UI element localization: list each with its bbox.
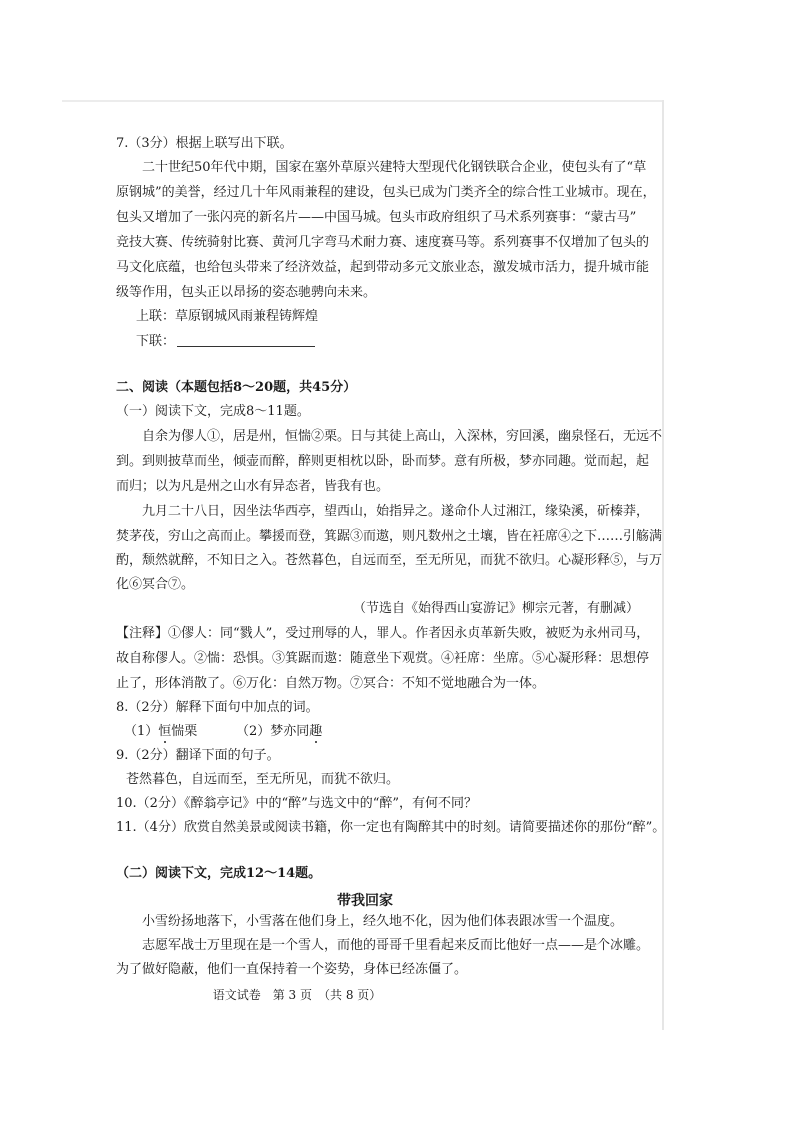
note-line: 故自称僇人。②惴：恐惧。③箕踞而遨：随意坐下观赏。④衽席：坐席。⑤心凝形释：思想停 [116, 651, 650, 666]
story-line: 小雪纷扬地落下，小雪落在他们身上，经久地不化，因为他们体表跟冰雪一个温度。 [142, 914, 624, 929]
q8-header: 8.（2分）解释下面句中加点的词。 [116, 700, 319, 715]
passage-line: 而归；以为凡是州之山水有异态者，皆我有也。 [116, 479, 390, 494]
passage-line: 化⑥冥合⑦。 [116, 577, 195, 592]
answer-blank-line[interactable] [177, 334, 315, 347]
q7-passage-line: 竞技大赛、传统骑射比赛、黄河几字弯马术耐力赛、速度赛马等。系列赛事不仅增加了包头的 [116, 235, 650, 250]
q7-passage-line: 马文化底蕴，也给包头带来了经济效益，起到带动多元文旅业态，激发城市活力，提升城市能 [116, 260, 650, 275]
passage-line: 焚茅茷，穷山之高而止。攀援而登，箕踞③而遨，则凡数州之土壤，皆在衽席④之下……引觞满 [116, 529, 663, 544]
section-heading: 二、阅读（本题包括8～20题，共45分） [116, 380, 357, 395]
passage-line: 九月二十八日，因坐法华西亭，望西山，始指异之。遂命仆人过湘江，缘染溪，斫榛莽， [142, 504, 650, 519]
q7-passage-line: 级等作用，包头正以昂扬的姿态驰骋向未来。 [116, 285, 377, 300]
note-line: 【注释】①僇人：同“戮人”，受过刑辱的人，罪人。作者因永贞革新失败，被贬为永州司马， [116, 626, 650, 641]
q11: 11.（4分）欣赏自然美景或阅读书籍，你一定也有陶醉其中的时刻。请简要描述你的那份“醉”。 [116, 820, 666, 835]
q7-passage-line: 二十世纪50年代中期，国家在塞外草原兴建特大型现代化钢铁联合企业，使包头有了“草 [142, 160, 647, 175]
story-title: 带我回家 [337, 893, 393, 909]
story-line: 志愿军战士万里现在是一个雪人，而他的哥哥千里看起来反而比他好一点——是个冰雕。 [142, 938, 650, 953]
q7-header: 7.（3分）根据上联写出下联。 [116, 136, 293, 151]
upper-couplet: 上联：草原钢城风雨兼程铸辉煌 [136, 309, 319, 324]
page-top-edge [62, 100, 662, 102]
page-footer: 语文试卷 第 3 页 （共 8 页） [212, 988, 382, 1002]
q9-header: 9.（2分）翻译下面的句子。 [116, 748, 280, 763]
part1-heading: （一）阅读下文，完成8～11题。 [116, 404, 310, 419]
q8-item-2: （2）梦亦同趣 [236, 724, 323, 739]
passage-line: 到。到则披草而坐，倾壶而醉，醉则更相枕以卧，卧而梦。意有所极，梦亦同趣。觉而起，起 [116, 454, 650, 469]
dotted-word: 恒 [158, 724, 172, 739]
q10: 10.（2分）《醉翁亭记》中的“醉”与选文中的“醉”，有何不同？ [116, 796, 478, 811]
q9-sentence: 苍然暮色，自远而至，至无所见，而犹不欲归。 [126, 772, 400, 787]
q8-item-1: （1）恒惴栗 [124, 724, 198, 739]
lower-couplet-label: 下联： [136, 334, 176, 349]
note-line: 止了，形体消散了。⑥万化：自然万物。⑦冥合：不知不觉地融合为一体。 [116, 676, 546, 691]
source-citation: （节选自《始得西山宴游记》柳宗元著，有删减） [353, 601, 640, 616]
part2-heading: （二）阅读下文，完成12～14题。 [116, 866, 322, 881]
q7-passage-line: 包头又增加了一张闪亮的新名片——中国马城。包头市政府组织了马术系列赛事：“蒙古马” [116, 210, 637, 225]
story-line: 为了做好隐蔽，他们一直保持着一个姿势，身体已经冻僵了。 [116, 962, 468, 977]
passage-line: 酌，颓然就醉，不知日之入。苍然暮色，自远而至，至无所见，而犹不欲归。心凝形释⑤，与万 [116, 553, 663, 568]
lower-couplet [136, 334, 315, 350]
dotted-word: 趣 [309, 724, 323, 739]
passage-line: 自余为僇人①，居是州，恒惴②栗。日与其徒上高山，入深林，穷回溪，幽泉怪石，无远不 [142, 429, 663, 444]
q7-passage-line: 原钢城”的美誉，经过几十年风雨兼程的建设，包头已成为门类齐全的综合性工业城市。现在， [116, 185, 656, 200]
